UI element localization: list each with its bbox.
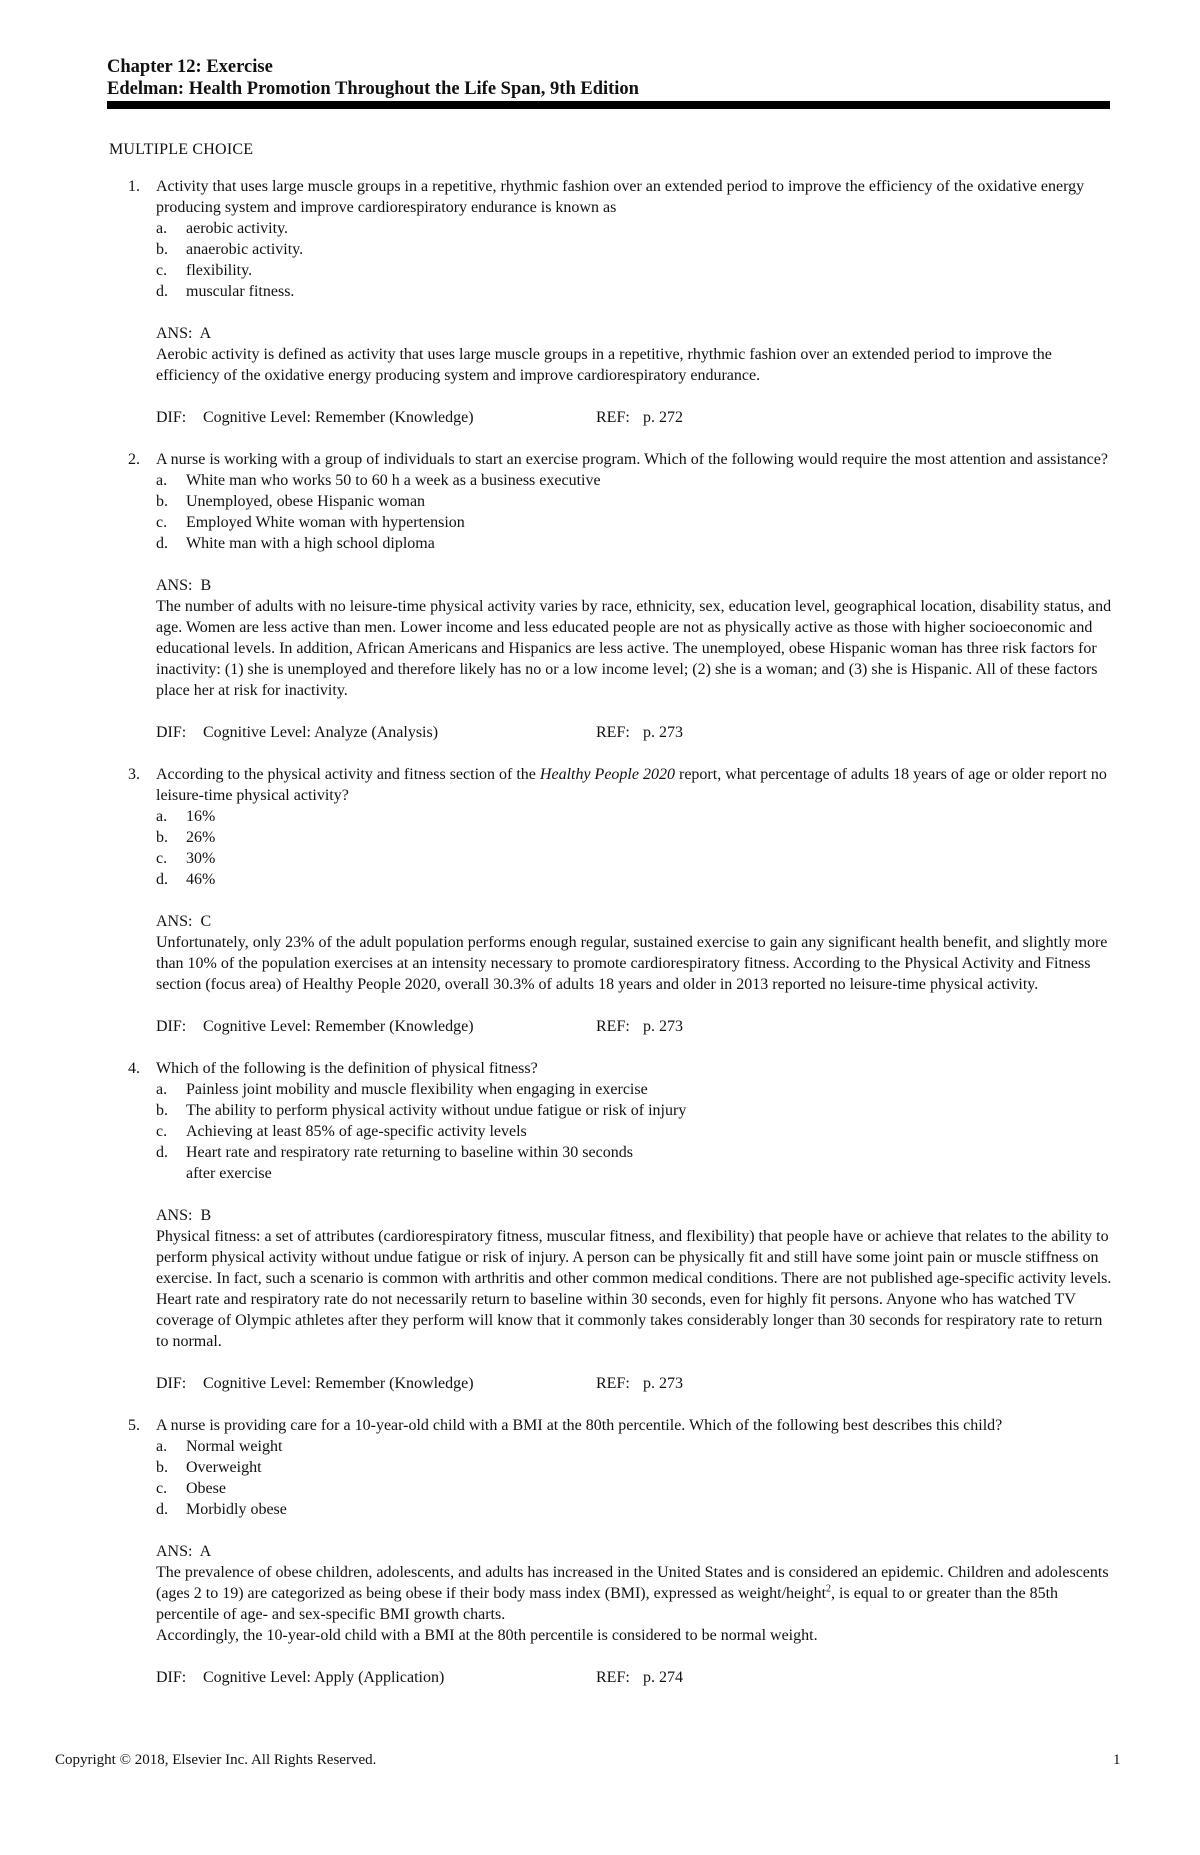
- question-stem: A nurse is working with a group of individuals to start an exercise program. Which of the following would require the most attention and assistance?: [156, 451, 1108, 468]
- metadata-line: DIF: Cognitive Level: Remember (Knowledge) REF: p. 272: [156, 409, 683, 426]
- header-rule: [107, 101, 1110, 109]
- option-list: [156, 1436, 1114, 1520]
- question-1: [109, 176, 1114, 428]
- book-title: Edelman: Health Promotion Throughout the Life Span, 9th Edition: [107, 79, 639, 99]
- page-reference: p. 273: [643, 1018, 683, 1035]
- metadata-line: DIF: Cognitive Level: Analyze (Analysis) REF: p. 273: [156, 724, 683, 741]
- question-stem: Which of the following is the definition of physical fitness?: [156, 1060, 538, 1077]
- page-reference: p. 273: [643, 724, 683, 741]
- option-d: d. Heart rate and respiratory rate returning to baseline within 30 seconds after exercise: [156, 1144, 633, 1182]
- chapter-title: Chapter 12: Exercise: [107, 57, 273, 77]
- question-number: 3.: [128, 766, 140, 783]
- question-number: 4.: [128, 1060, 140, 1077]
- question-list: [109, 176, 1114, 1688]
- answer-key: A: [199, 325, 212, 342]
- metadata-line: DIF: Cognitive Level: Remember (Knowledge) REF: p. 273: [156, 1018, 683, 1035]
- cognitive-level: Cognitive Level: Remember (Knowledge): [203, 409, 474, 426]
- cognitive-level: Cognitive Level: Remember (Knowledge): [203, 1375, 474, 1392]
- rationale: Physical fitness: a set of attributes (cardiorespiratory fitness, muscular fitness, and flexibility) that people have or achieve that relates to the ability to perform physical activity without undue fatigue or risk of injury. A person can be physically fit and still have some joint pain or muscle stiffness on exercise. In fact, such a scenario is common with arthritis and other common medical conditions. There are not published age-specific activity levels. Heart rate and respiratory rate do not necessarily return to baseline within 30 seconds, even for highly fit persons. Anyone who has watched TV coverage of Olympic athletes after they perform will know that it commonly takes considerably longer than 30 seconds for respiratory rate to return to normal.: [156, 1228, 1112, 1350]
- question-3: [109, 764, 1114, 1037]
- answer-key: B: [200, 1207, 212, 1224]
- answer-key: B: [200, 577, 212, 594]
- option-list: [156, 806, 1114, 890]
- rationale: The number of adults with no leisure-time physical activity varies by race, ethnicity, sex, education level, geographical location, disability status, and age. Women are less active than men. Lower income and less educated people are not as physically active as those with higher socioeconomic and educational levels. In addition, African Americans and Hispanics are less active. The unemployed, obese Hispanic woman has three risk factors for inactivity: (1) she is unemployed and therefore likely has no or a low income level; (2) she is a woman; and (3) she is Hispanic. All of these factors place her at risk for inactivity.: [156, 598, 1112, 699]
- question-number: 1.: [128, 178, 140, 195]
- rationale: The prevalence of obese children, adolescents, and adults has increased in the United States and is considered an epidemic. Children and adolescents (ages 2 to 19) are categorized as being obese if their body mass index (BMI), expressed as weight/height$^2$, is equal to or greater than the 85th percentile of age- and sex-specific BMI growth charts.: [156, 1564, 1109, 1623]
- superscript: 2: [826, 1583, 832, 1595]
- question-5: [109, 1415, 1114, 1688]
- metadata-line: DIF: Cognitive Level: Remember (Knowledge) REF: p. 273: [156, 1375, 683, 1392]
- page-reference: p. 272: [643, 409, 683, 426]
- section-title: MULTIPLE CHOICE: [109, 141, 254, 158]
- question-2: [109, 449, 1114, 743]
- option-a: a. Normal weight: [156, 1438, 283, 1455]
- option-a: a. aerobic activity.: [156, 220, 289, 237]
- option-c: c. Achieving at least 85% of age-specific activity levels: [156, 1123, 527, 1140]
- option-b: b. The ability to perform physical activity without undue fatigue or risk of injury: [156, 1102, 687, 1119]
- option-b: b. anaerobic activity.: [156, 241, 304, 258]
- metadata-line: DIF: Cognitive Level: Apply (Application) REF: p. 274: [156, 1669, 683, 1686]
- option-b: b. 26%: [156, 829, 216, 846]
- answer-line: ANS: C: [156, 913, 212, 930]
- answer-line: ANS: B: [156, 1207, 212, 1224]
- report-title: Healthy People 2020: [539, 766, 675, 783]
- answer-line: ANS: A: [156, 1543, 212, 1560]
- option-b: b. Overweight: [156, 1459, 262, 1476]
- answer-key: A: [199, 1543, 212, 1560]
- option-b: b. Unemployed, obese Hispanic woman: [156, 493, 426, 510]
- option-c: c. 30%: [156, 850, 216, 867]
- cognitive-level: Cognitive Level: Apply (Application): [203, 1669, 445, 1686]
- option-a: a. White man who works 50 to 60 h a week as a business executive: [156, 472, 601, 489]
- option-c: c. flexibility.: [156, 262, 253, 279]
- question-4: [109, 1058, 1114, 1394]
- rationale-conclusion: Accordingly, the 10-year-old child with a BMI at the 80th percentile is considered to be normal weight.: [156, 1627, 818, 1644]
- option-d: d. muscular fitness.: [156, 283, 295, 300]
- option-c: c. Employed White woman with hypertension: [156, 514, 465, 531]
- answer-line: ANS: B: [156, 577, 212, 594]
- question-stem: A nurse is providing care for a 10-year-old child with a BMI at the 80th percentile. Which of the following best describes this child?: [156, 1417, 1003, 1434]
- rationale: Aerobic activity is defined as activity that uses large muscle groups in a repetitive, rhythmic fashion over an extended period to improve the efficiency of the oxidative energy producing system and improve cardiorespiratory endurance.: [156, 346, 1052, 384]
- page-number: 1: [1113, 1752, 1121, 1768]
- question-stem: Activity that uses large muscle groups in a repetitive, rhythmic fashion over an extended period to improve the efficiency of the oxidative energy producing system and improve cardiorespiratory endurance is known as: [156, 178, 1085, 216]
- rationale: Unfortunately, only 23% of the adult population performs enough regular, sustained exercise to gain any significant health benefit, and slightly more than 10% of the population exercises at an intensity necessary to promote cardiorespiratory fitness. According to the Physical Activity and Fitness section (focus area) of Healthy People 2020, overall 30.3% of adults 18 years and older in 2013 reported no leisure-time physical activity.: [156, 934, 1108, 993]
- question-number: 2.: [128, 451, 140, 468]
- option-d: d. Morbidly obese: [156, 1501, 287, 1518]
- cognitive-level: Cognitive Level: Analyze (Analysis): [203, 724, 439, 741]
- option-list: [156, 470, 1114, 554]
- option-a: a. 16%: [156, 808, 216, 825]
- question-stem: According to the physical activity and fitness section of the Healthy People 2020 report, what percentage of adults 18 years of age or older report no leisure-time physical activity?: [156, 766, 1107, 804]
- cognitive-level: Cognitive Level: Remember (Knowledge): [203, 1018, 474, 1035]
- answer-line: ANS: A: [156, 325, 212, 342]
- page-reference: p. 274: [643, 1669, 683, 1686]
- option-list: [156, 1079, 1114, 1184]
- page-reference: p. 273: [643, 1375, 683, 1392]
- copyright-notice: Copyright © 2018, Elsevier Inc. All Rights Reserved.: [55, 1752, 377, 1768]
- question-number: 5.: [128, 1417, 140, 1434]
- page-header: [107, 56, 1110, 100]
- option-a: a. Painless joint mobility and muscle flexibility when engaging in exercise: [156, 1081, 648, 1098]
- option-d: d. 46%: [156, 871, 216, 888]
- answer-key: C: [200, 913, 212, 930]
- option-d: d. White man with a high school diploma: [156, 535, 435, 552]
- option-list: [156, 218, 1114, 302]
- option-c: c. Obese: [156, 1480, 226, 1497]
